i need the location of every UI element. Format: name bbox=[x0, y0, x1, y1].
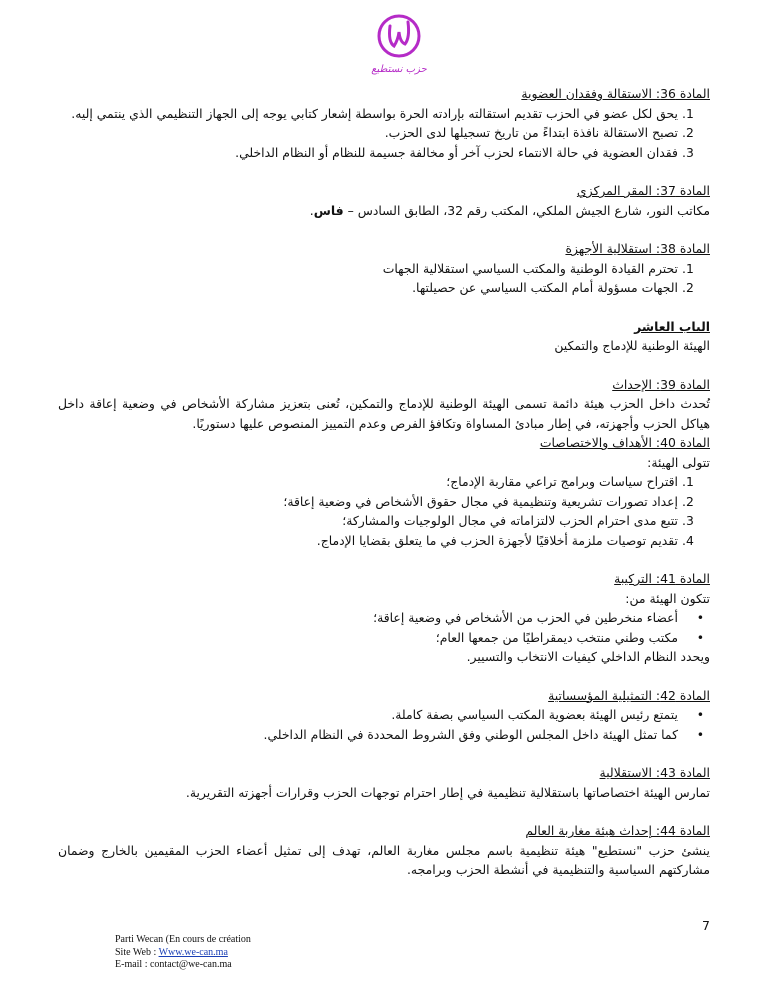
chapter-10-subtitle: الهيئة الوطنية للإدماج والتمكين bbox=[554, 338, 710, 353]
list-item: • كما تمثل الهيئة داخل المجلس الوطني وفق الشروط المحددة في النظام الداخلي. bbox=[58, 725, 678, 745]
list-item: إعداد تصورات تشريعية وتنظيمية في مجال حقوق الأشخاص في وضعية إعاقة؛ bbox=[283, 493, 678, 509]
list-item: الجهات مسؤولة أمام المكتب السياسي عن حصيلتها. bbox=[412, 280, 678, 295]
article-40-list bbox=[58, 472, 710, 550]
address-end: . bbox=[309, 202, 314, 218]
footer-site-link[interactable]: Www.we-can.ma bbox=[158, 946, 228, 958]
article-42-list bbox=[58, 705, 710, 744]
list-item: تحترم القيادة الوطنية والمكتب السياسي استقلالية الجهات bbox=[382, 260, 678, 276]
list-item: • يتمتع رئيس الهيئة بعضوية المكتب السياسي بصفة كاملة. bbox=[58, 705, 678, 725]
logo-caption: حزب نستطيع bbox=[371, 64, 427, 75]
address-text: مكاتب النور، شارع الجيش الملكي، المكتب رقم 32، الطابق السادس – bbox=[343, 202, 710, 218]
list-item: تقديم توصيات ملزمة أخلاقيًا لأجهزة الحزب في ما يتعلق بقضايا الإدماج. bbox=[316, 532, 678, 548]
list-item: تتبع مدى احترام الحزب لالتزاماته في مجال الولوجيات والمشاركة؛ bbox=[342, 513, 678, 528]
footer bbox=[115, 934, 251, 972]
article-41-list bbox=[58, 608, 710, 647]
list-item: يحق لكل عضو في الحزب تقديم استقالته بإرادته الحرة بواسطة إشعار كتابي يوجه إلى الجهاز التنظيمي الذي ينتمي إليه. bbox=[71, 105, 678, 121]
article-44-title: المادة 44: إحداث هيئة مغاربة العالم bbox=[525, 823, 710, 838]
footer-party-name: Parti Wecan (En cours de création bbox=[115, 934, 251, 945]
list-item: • مكتب وطني منتخب ديمقراطيًا من جمعها العام؛ bbox=[58, 628, 678, 648]
party-logo bbox=[368, 10, 430, 78]
article-38-title: المادة 38: استقلالية الأجهزة bbox=[565, 241, 710, 256]
article-41-outro: ويحدد النظام الداخلي كيفيات الانتخاب والتسيير. bbox=[466, 649, 710, 664]
article-39-title: المادة 39: الإحداث bbox=[612, 376, 710, 392]
article-43-text: تمارس الهيئة اختصاصاتها باستقلالية تنظيمية في إطار احترام توجهات الحزب وقرارات أجهزته التقريرية. bbox=[185, 784, 710, 800]
article-37-text bbox=[58, 201, 710, 221]
article-43-title: المادة 43: الاستقلالية bbox=[599, 765, 710, 780]
address-city: فاس bbox=[313, 202, 344, 218]
article-40-intro: تتولى الهيئة: bbox=[647, 454, 710, 470]
list-item: • أعضاء منخرطين في الحزب من الأشخاص في وضعية إعاقة؛ bbox=[58, 608, 678, 628]
page-number: 7 bbox=[702, 918, 710, 933]
article-38-list bbox=[58, 259, 710, 298]
article-39-text: تُحدث داخل الحزب هيئة دائمة تسمى الهيئة الوطنية للإدماج والتمكين، تُعنى بتعزيز مشاركة الأشخاص في وضعية إعاقة داخل هياكل الحزب وأجهزته، في إطار مبادئ المساواة وتكافؤ الفرص وعدم التمييز المنصوص عليها دستوريًا. bbox=[58, 396, 710, 431]
article-41-intro: تتكون الهيئة من: bbox=[625, 590, 710, 606]
logo-w-icon bbox=[390, 22, 409, 46]
document-body bbox=[58, 84, 710, 880]
footer-site bbox=[115, 947, 251, 960]
article-36-list bbox=[58, 104, 710, 163]
list-item: فقدان العضوية في حالة الانتماء لحزب آخر أو مخالفة جسيمة للنظام أو النظام الداخلي. bbox=[235, 144, 678, 160]
article-42-title: المادة 42: التمثيلية المؤسساتية bbox=[548, 687, 710, 703]
list-item: تصبح الاستقالة نافذة ابتداءً من تاريخ تسجيلها لدى الحزب. bbox=[384, 125, 678, 140]
article-44-text: ينشئ حزب "نستطيع" هيئة تنظيمية باسم مجلس مغاربة العالم، تهدف إلى تمثيل أعضاء الحزب المقيمين بالخارج وضمان مشاركتهم السياسية والتنظيمية في أنشطة الحزب وبرامجه. bbox=[58, 842, 710, 877]
footer-site-label: Site Web : bbox=[115, 946, 159, 958]
list-item: اقتراح سياسات وبرامج تراعي مقاربة الإدماج؛ bbox=[446, 474, 678, 489]
chapter-10-title: الباب العاشر bbox=[634, 318, 710, 334]
article-40-title: المادة 40: الأهداف والاختصاصات bbox=[539, 435, 710, 450]
footer-email: E-mail : contact@we-can.ma bbox=[115, 959, 232, 970]
article-37-title: المادة 37: المقر المركزي bbox=[576, 183, 710, 198]
article-41-title: المادة 41: التركيبة bbox=[614, 571, 710, 586]
article-36-title: المادة 36: الاستقالة وفقدان العضوية bbox=[521, 86, 710, 101]
